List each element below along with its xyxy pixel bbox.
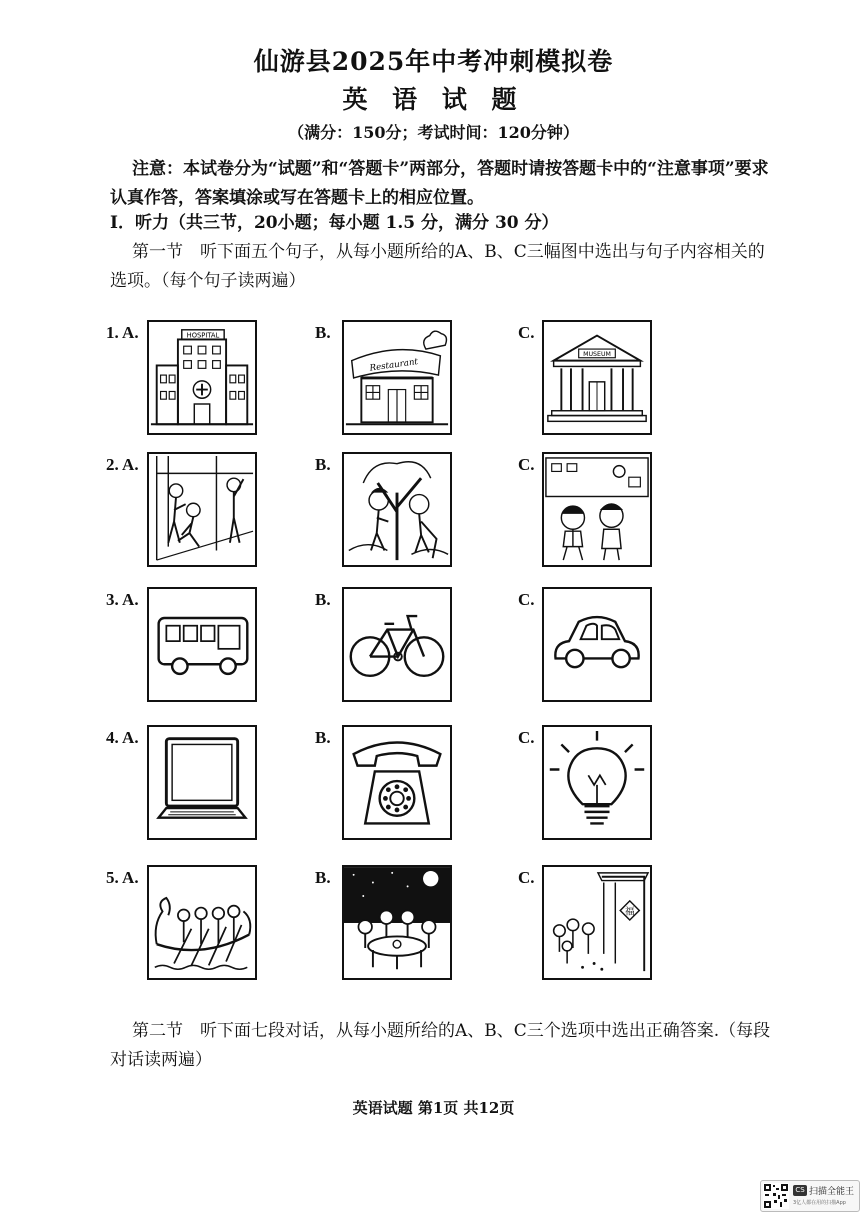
mid-autumn-dinner-picture[interactable] xyxy=(342,865,452,980)
option-b-label: B. xyxy=(315,323,331,342)
telephone-picture[interactable] xyxy=(342,725,452,840)
score-info: （满分：150分；考试时间：120分钟） xyxy=(288,123,579,142)
option-c-label: C. xyxy=(518,323,535,342)
museum-sign: MUSEUM xyxy=(583,350,611,358)
museum-picture[interactable] xyxy=(542,320,652,435)
option-c-label: C. xyxy=(518,590,535,609)
bus-picture[interactable] xyxy=(147,587,257,702)
page-footer: 英语试题 第1页 共12页 xyxy=(352,1099,515,1117)
question-5-label: 5. A. xyxy=(106,868,139,887)
restaurant-drawing xyxy=(344,322,450,433)
car-picture[interactable] xyxy=(542,587,652,702)
laptop-drawing xyxy=(149,727,255,838)
fu-character: 福 xyxy=(624,906,635,918)
hospital-sign: HOSPITAL xyxy=(186,331,220,340)
car-drawing xyxy=(544,589,650,700)
section-heading: Ⅰ．听力（共三节，20小题；每小题 1.5 分，满分 30 分） xyxy=(110,213,559,233)
school-kids-drawing xyxy=(544,454,650,565)
stamp-brand: 扫描全能王 xyxy=(809,1187,855,1197)
cleaning-drawing xyxy=(149,454,255,565)
dragon-boat-drawing xyxy=(149,867,255,978)
tree-planting-drawing xyxy=(344,454,450,565)
option-c-label: C. xyxy=(518,868,535,887)
page-title: 仙游县2025年中考冲刺模拟卷 xyxy=(253,47,614,76)
option-c-label: C. xyxy=(518,455,535,474)
question-1-label: 1. A. xyxy=(106,323,139,342)
hospital-picture[interactable] xyxy=(147,320,257,435)
spring-festival-drawing xyxy=(544,867,650,978)
part-one-instructions: 第一节 听下面五个句子，从每小题所给的A、B、C三幅图中选出与句子内容相关的选项。（每个句子读两遍） xyxy=(110,242,765,291)
laptop-picture[interactable] xyxy=(147,725,257,840)
bicycle-drawing xyxy=(344,589,450,700)
school-kids-picture[interactable] xyxy=(542,452,652,567)
question-2-label: 2. A. xyxy=(106,455,139,474)
bus-drawing xyxy=(149,589,255,700)
option-b-label: B. xyxy=(315,590,331,609)
stamp-tagline: 3亿人都在用的扫描App xyxy=(793,1200,846,1206)
mid-autumn-dinner-drawing xyxy=(344,867,450,978)
part-two-instructions: 第二节 听下面七段对话，从每小题所给的A、B、C三个选项中选出正确答案.（每段对话读两遍） xyxy=(110,1021,771,1070)
restaurant-picture[interactable] xyxy=(342,320,452,435)
telephone-drawing xyxy=(344,727,450,838)
question-3-label: 3. A. xyxy=(106,590,139,609)
option-c-label: C. xyxy=(518,728,535,747)
notice-text: 注意：本试卷分为“试题”和“答题卡”两部分，答题时请按答题卡中的“注意事项”要求认真作答，答案填涂或写在答题卡上的相应位置。 xyxy=(110,159,769,208)
option-b-label: B. xyxy=(315,868,331,887)
page-subtitle: 英 语 试 题 xyxy=(342,85,525,114)
camscanner-logo: CS xyxy=(793,1185,807,1196)
spring-festival-picture[interactable] xyxy=(542,865,652,980)
cleaning-picture[interactable] xyxy=(147,452,257,567)
hospital-drawing xyxy=(149,322,255,433)
qr-code-icon xyxy=(763,1183,789,1209)
light-bulb-picture[interactable] xyxy=(542,725,652,840)
question-4-label: 4. A. xyxy=(106,728,139,747)
light-bulb-drawing xyxy=(544,727,650,838)
dragon-boat-picture[interactable] xyxy=(147,865,257,980)
tree-planting-picture[interactable] xyxy=(342,452,452,567)
bicycle-picture[interactable] xyxy=(342,587,452,702)
museum-drawing xyxy=(544,322,650,433)
scanner-stamp xyxy=(760,1180,860,1212)
restaurant-sign: Restaurant xyxy=(369,357,419,374)
option-b-label: B. xyxy=(315,455,331,474)
option-b-label: B. xyxy=(315,728,331,747)
